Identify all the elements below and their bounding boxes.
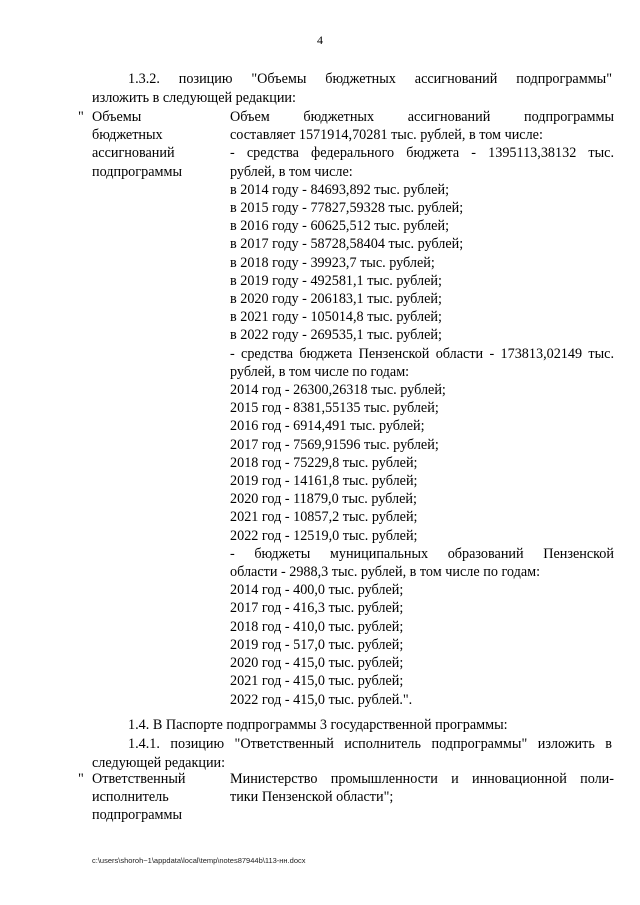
file-path-footer: c:\users\shoroh~1\appdata\local\temp\notes87944b\113-нн.docx [92,856,306,865]
content-line: Объем бюджетных ассигнований подпрограммы [230,109,614,125]
content-line: в 2017 году - 58728,58404 тыс. рублей; [230,236,464,253]
content-line: 2019 год - 517,0 тыс. рублей; [230,636,404,653]
content-line: в 2018 году - 39923,7 тыс. рублей; [230,254,435,271]
content-line: 2014 год - 26300,26318 тыс. рублей; [230,382,446,399]
content-line: составляет 1571914,70281 тыс. рублей, в том числе: [230,127,543,144]
paragraph-1-4-text: 1.4. В Паспорте подпрограммы 3 государственной программы: [128,717,508,733]
content-line: в 2014 году - 84693,892 тыс. рублей; [230,181,450,198]
content-line: 2022 год - 12519,0 тыс. рублей; [230,527,418,544]
paragraph-1-4-1 [92,735,612,773]
content-line: 2017 год - 416,3 тыс. рублей; [230,600,404,617]
content-line: 2017 год - 7569,91596 тыс. рублей; [230,436,439,453]
paragraph-1-3-2-line-1: 1.3.2. позицию "Объемы бюджетных ассигнований подпрограммы" [128,71,612,87]
content-line: 2018 год - 410,0 тыс. рублей; [230,618,404,635]
label-line: бюджетных [92,127,163,144]
page-number: 4 [317,33,323,47]
label-line: исполнитель [92,789,169,806]
content-line: в 2022 году - 269535,1 тыс. рублей; [230,327,442,344]
content-line: 2020 год - 11879,0 тыс. рублей; [230,491,417,508]
opening-quote: " [78,109,84,125]
label-line: подпрограммы [92,163,182,180]
responsible-executor-table [78,770,614,825]
content-line: 2020 год - 415,0 тыс. рублей; [230,655,404,672]
content-line: 2022 год - 415,0 тыс. рублей.". [230,691,413,708]
label-line: Ответственный [92,771,186,787]
content-line: - средства федерального бюджета - 1395113,38132 тыс. [230,145,614,162]
label-line: Объемы [92,109,142,125]
paragraph-1-4 [92,716,612,735]
content-line: в 2020 году - 206183,1 тыс. рублей; [230,291,442,308]
responsible-executor-label [90,770,230,825]
label-line: ассигнований [92,145,175,162]
content-line: - бюджеты муниципальных образований Пензенской [230,545,614,562]
content-line: 2015 год - 8381,55135 тыс. рублей; [230,400,439,417]
paragraph-1-3-2-line-2: изложить в следующей редакции: [92,90,296,106]
content-line: 2014 год - 400,0 тыс. рублей; [230,582,404,599]
budget-allocations-content [230,108,614,709]
label-line: подпрограммы [92,807,182,824]
content-line: в 2016 году - 60625,512 тыс. рублей; [230,218,450,235]
content-line: в 2015 году - 77827,59328 тыс. рублей; [230,200,464,217]
content-line: в 2021 году - 105014,8 тыс. рублей; [230,309,442,326]
responsible-executor-content [230,770,614,825]
content-line: Министерство промышленности и инновационной поли- [230,771,614,787]
content-line: 2016 год - 6914,491 тыс. рублей; [230,418,425,435]
content-line: - средства бюджета Пензенской области - 173813,02149 тыс. [230,345,614,362]
content-line: 2018 год - 75229,8 тыс. рублей; [230,454,418,471]
content-line: 2021 год - 415,0 тыс. рублей; [230,673,404,690]
budget-allocations-label [90,108,230,709]
paragraph-1-4-1-line-2: следующей редакции: [92,755,226,771]
content-line: области - 2988,3 тыс. рублей, в том числе по годам: [230,564,541,581]
opening-quote: " [78,771,84,787]
content-line: 2019 год - 14161,8 тыс. рублей; [230,473,418,490]
content-line: рублей, в том числе по годам: [230,363,410,380]
content-line: тики Пензенской области"; [230,789,394,806]
budget-allocations-table [78,108,614,709]
paragraph-1-4-1-line-1: 1.4.1. позицию "Ответственный исполнитель подпрограммы" изложить в [128,736,612,752]
content-line: 2021 год - 10857,2 тыс. рублей; [230,509,418,526]
paragraph-1-3-2 [92,70,612,108]
content-line: в 2019 году - 492581,1 тыс. рублей; [230,272,442,289]
content-line: рублей, в том числе: [230,163,353,180]
